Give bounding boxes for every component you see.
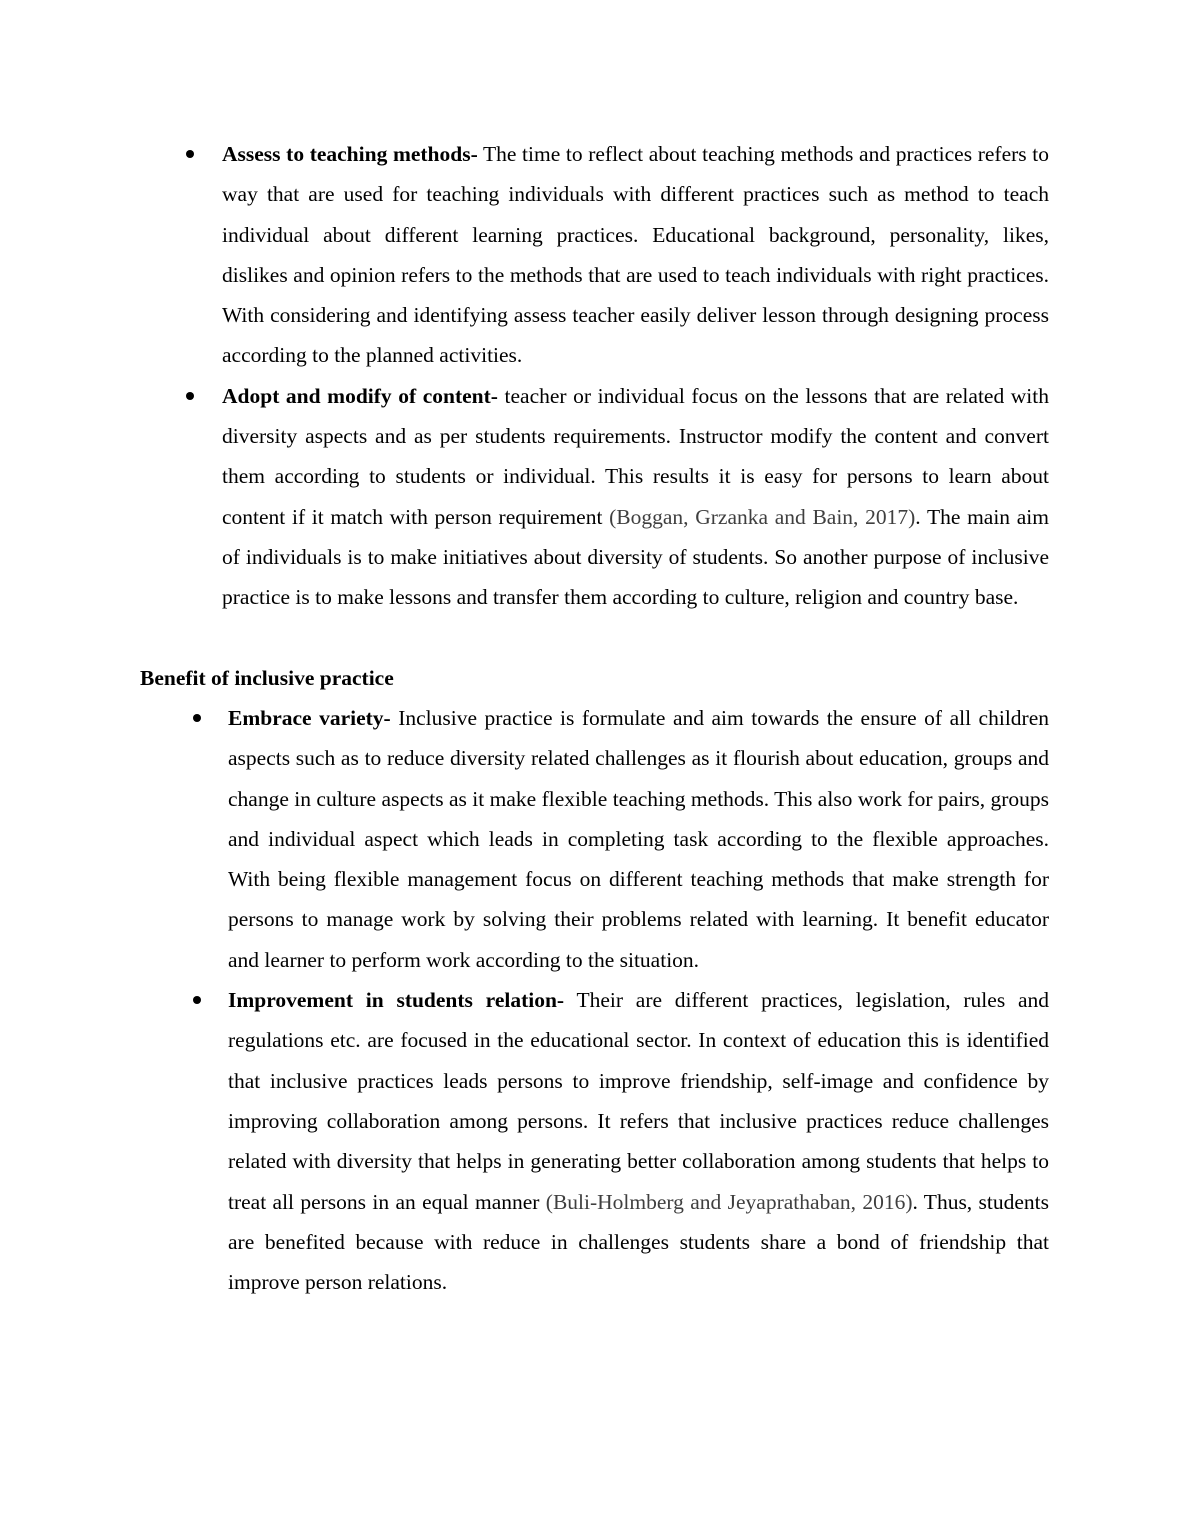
list-item-embrace-variety	[228, 698, 1049, 980]
citation: (Boggan, Grzanka and Bain, 2017)	[609, 504, 916, 529]
item-text: . Thus, students are benefited because with reduce in challenges students share a bond of friendship that improve person relations.	[228, 1189, 1049, 1295]
bullet-icon	[193, 714, 201, 722]
section-heading: Benefit of inclusive practice	[140, 666, 394, 690]
list-item-assess-teaching-methods	[222, 134, 1049, 376]
item-text: . The main aim of individuals is to make initiatives about diversity of students. So another purpose of inclusive practice is to make lessons and transfer them according to culture, religion and country base.	[222, 504, 1049, 610]
benefit-list	[0, 698, 1190, 1302]
item-lead: Adopt and modify of content-	[222, 383, 498, 408]
citation: (Buli-Holmberg and Jeyaprathaban, 2016)	[545, 1189, 913, 1214]
item-lead: Improvement in students relation-	[228, 988, 565, 1013]
item-lead: Embrace variety-	[228, 706, 391, 730]
bullet-icon	[193, 996, 201, 1004]
bullet-icon	[186, 392, 194, 400]
bullet-icon	[186, 150, 194, 158]
list-item-improvement-students-relation	[228, 980, 1049, 1302]
inclusive-practice-list	[0, 134, 1190, 618]
list-item-adopt-modify-content	[222, 376, 1049, 618]
item-text: teacher or individual focus on the lessons that are related with diversity aspects and as per students requirements. Instructor modify the content and convert them according to students or individual. This results it is easy for persons to learn about content if it match with person requirement	[222, 383, 1050, 529]
item-text: Inclusive practice is formulate and aim towards the ensure of all children aspects such as to reduce diversity related challenges as it flourish about education, groups and change in culture aspects as it make flexible teaching methods. This also work for pairs, groups and individual aspect which leads in completing task according to the flexible approaches. With being flexible management focus on different teaching methods that make strength for persons to manage work by solving their problems related with learning. It benefit educator and learner to perform work according to the situation.	[228, 706, 1049, 972]
item-text: The time to reflect about teaching methods and practices refers to way that are used for teaching individuals with different practices such as method to teach individual about different learning practices. Educational background, personality, likes, dislikes and opinion refers to the methods that are used to teach individuals with right practices. With considering and identifying assess teacher easily deliver lesson through designing process according to the planned activities.	[222, 142, 1049, 368]
item-text: Their are different practices, legislation, rules and regulations etc. are focused in the educational sector. In context of education this is identified that inclusive practices leads persons to improve friendship, self-image and confidence by improving collaboration among persons. It refers that inclusive practices reduce challenges related with diversity that helps in generating better collaboration among students that helps to treat all persons in an equal manner	[228, 988, 1049, 1214]
item-lead: Assess to teaching methods-	[222, 142, 478, 166]
